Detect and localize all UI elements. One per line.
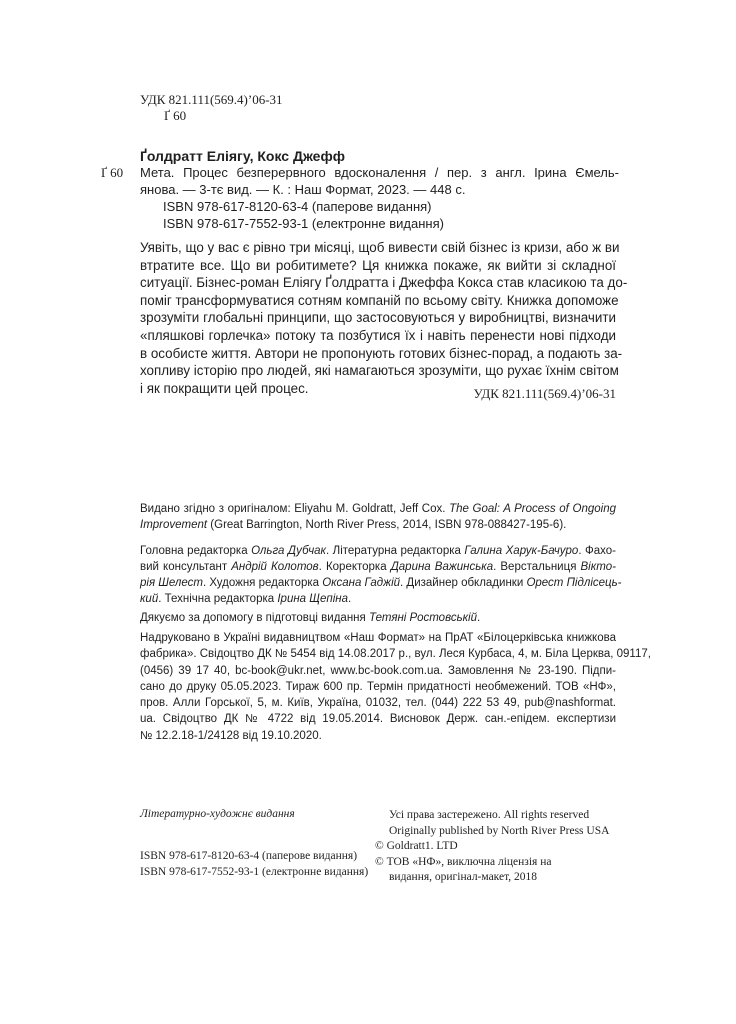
thanks-text: Дякуємо за допомогу в підготовці видання	[140, 612, 369, 624]
cover-designer-name: кий	[140, 593, 159, 605]
printing-line: фабрика». Свідоцтво ДК № 5454 від 14.08.2017 р., вул. Леся Курбаса, 4, м. Біла Церква, 09117,	[140, 648, 651, 661]
isbn-electronic: ISBN 978-617-7552-93-1 (електронне видання)	[163, 216, 444, 231]
art-editor-name: Оксана Гаджій	[322, 577, 401, 589]
printing-line: (0456) 39 17 40, bc-book@ukr.net, www.bc-book.com.ua. Замовлення № 23-190. Підпи-	[140, 664, 616, 677]
cover-designer-name: Орест Підлісець-	[526, 577, 622, 589]
annotation-line: втратите все. Що ви робитимете? Ця книжка покаже, як вийти зі складної	[140, 257, 616, 273]
original-title: Improvement	[140, 519, 208, 531]
printing-line: ua. Свідоцтво ДК № 4722 від 19.05.2014. Висновок Держ. сан.-епідем. експертизи	[140, 713, 616, 726]
printing-line: сано до друку 05.05.2023. Тираж 600 пр. Термін придатності необмежений. ТОВ «НФ»,	[140, 680, 616, 693]
credits-line	[140, 543, 616, 559]
annotation-line: в особисте життя. Автори не пропонують готових бізнес-порад, а подають за-	[140, 345, 623, 361]
rights-line: видання, оригінал-макет, 2018	[389, 871, 538, 883]
printing-line: пров. Алли Горської, 5, м. Київ, Україна, 01032, тел. (044) 222 53 49, pub@nashformat.	[140, 697, 616, 710]
credit-label: . Літературна редакторка	[325, 545, 465, 557]
layout-name: рія Шелест	[140, 577, 203, 589]
credit-label: . Верстальниця	[493, 561, 581, 573]
original-line	[140, 501, 616, 517]
credits-line	[140, 575, 622, 591]
annotation-line: Уявіть, що у вас є рівно три місяці, щоб вивести свій бізнес із кризи, або ж ви	[140, 240, 620, 255]
original-edition-note	[140, 501, 616, 533]
isbn-paper: ISBN 978-617-8120-63-4 (паперове видання)	[163, 199, 432, 214]
author-mark-top: Ґ 60	[164, 108, 187, 123]
annotation	[140, 239, 628, 397]
original-suffix: (Great Barrington, North River Press, 2014, ISBN 978-088427-195-6).	[207, 519, 567, 531]
proofreader-name: Дарина Важинська	[390, 561, 494, 573]
bibliographic-description	[140, 164, 619, 232]
annotation-line: і як покращити цей процес.	[140, 380, 309, 396]
credit-label: . Художня редакторка	[202, 577, 323, 589]
layout-name: Вікто-	[580, 561, 616, 573]
biblio-line: Мета. Процес безперервного вдосконалення / пер. з англ. Ірина Ємель-	[140, 165, 619, 180]
author-heading: Ґолдратт Еліягу, Кокс Джефф	[140, 148, 345, 164]
thanks-name: Тетяні Ростовській	[368, 612, 477, 624]
credits-line	[140, 559, 616, 575]
credit-label: .	[348, 593, 352, 605]
printing-line: Надруковано в Україні видавництвом «Наш Формат» на ПрАТ «Білоцерківська книжкова	[140, 632, 616, 644]
rights-line: © ТОВ «НФ», виключна ліцензія на	[375, 855, 552, 868]
credit-label: вий консультант	[140, 561, 232, 573]
genre-label: Літературно-художнє видання	[140, 808, 295, 820]
credits-line	[140, 591, 616, 607]
original-line	[140, 517, 616, 533]
credit-label: . Технічна редакторка	[158, 593, 278, 605]
credit-label: . Фахо-	[578, 545, 616, 557]
udk-header	[140, 92, 283, 124]
biblio-line: янова. — 3-тє вид. — К. : Наш Формат, 2023. — 448 с.	[140, 182, 466, 197]
printing-info	[140, 630, 651, 744]
annotation-line: «пляшкові горлечка» потоку та позбутися їх і навіть перенести нові підходи	[140, 327, 616, 343]
isbn-paper: ISBN 978-617-8120-63-4 (паперове видання)	[140, 850, 358, 862]
rights-line: © Goldratt1. LTD	[375, 840, 458, 852]
udk-code-top: УДК 821.111(569.4)’06-31	[140, 92, 283, 107]
annotation-line: хопливу історію про людей, які намагаються зрозуміти, що рухає їхнім світом	[140, 363, 619, 379]
udk-code-bottom: УДК 821.111(569.4)’06-31	[473, 386, 616, 401]
credits	[140, 543, 622, 607]
annotation-line: зрозуміти глобальні принципи, що застосовуються у виробництві, визначити	[140, 310, 616, 326]
credit-label: . Коректорка	[318, 561, 391, 573]
rights-notice	[375, 808, 609, 886]
credit-label: Головна редакторка	[140, 545, 252, 557]
credit-label: . Дизайнер обкладинки	[400, 577, 527, 589]
original-title: The Goal: A Process of Ongoing	[449, 503, 616, 515]
literary-editor-name: Галина Харук-Бачуро	[464, 545, 579, 557]
printing-line: № 12.2.18-1/24128 від 19.10.2020.	[140, 729, 322, 742]
isbn-bottom	[140, 848, 368, 880]
chief-editor-name: Ольга Дубчак	[251, 545, 326, 557]
expert-name: Андрій Колотов	[231, 561, 319, 573]
annotation-line: поміг трансформуватися сотням компаній по всьому світу. Книжка допоможе	[140, 292, 619, 308]
rights-line: Усі права застережено. All rights reserved	[389, 809, 590, 821]
annotation-line: ситуації. Бізнес-роман Еліягу Ґолдратта і Джеффа Кокса став класикою та до-	[140, 275, 628, 291]
tech-editor-name: Ірина Щепіна	[277, 593, 349, 605]
author-mark-side: Ґ 60	[101, 165, 124, 180]
isbn-electronic: ISBN 978-617-7552-93-1 (електронне видання)	[140, 866, 369, 878]
thanks-text: .	[477, 612, 481, 624]
rights-line: Originally published by North River Press USA	[389, 824, 610, 837]
acknowledgement	[140, 610, 616, 626]
original-prefix: Видано згідно з оригіналом: Eliyahu M. Goldratt, Jeff Cox.	[140, 503, 450, 515]
